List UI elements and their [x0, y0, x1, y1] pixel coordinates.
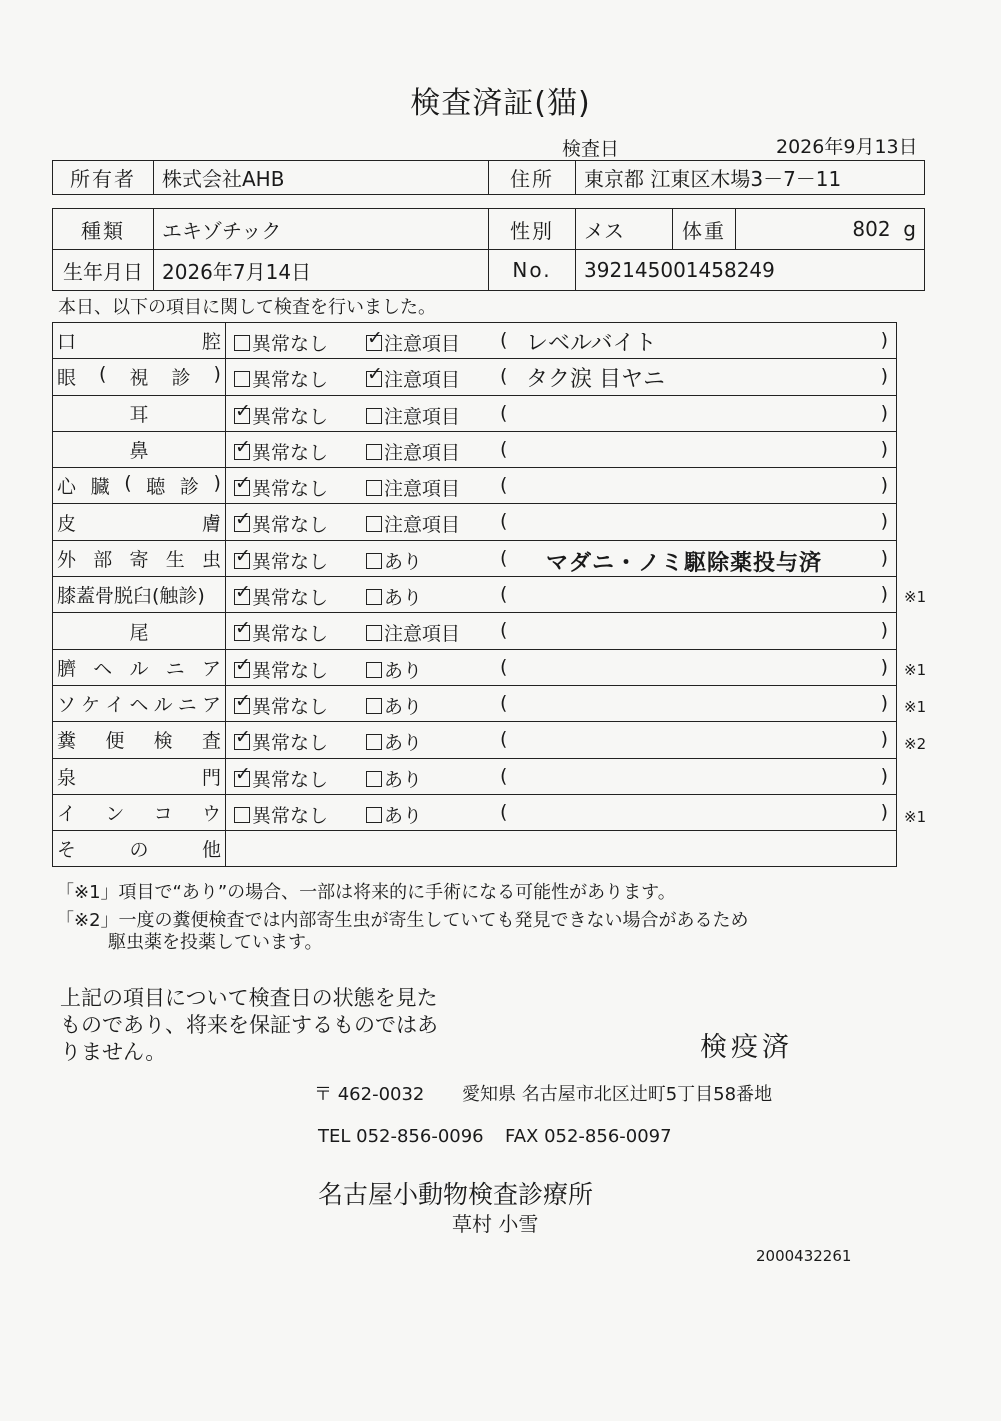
checkbox-icon[interactable] — [366, 662, 382, 678]
footnote-mark: ※2 — [904, 734, 927, 753]
option-label: 異常なし — [252, 659, 329, 682]
table-row — [53, 577, 897, 613]
paren-open: ( — [500, 329, 508, 351]
item-options — [226, 613, 897, 649]
footnote-mark: ※1 — [904, 661, 927, 680]
owner-value: 株式会社AHB — [154, 161, 489, 195]
breed-value: エキゾチック — [154, 209, 489, 250]
paren-close: ) — [880, 691, 888, 714]
finding-checkbox[interactable] — [366, 656, 422, 683]
vet-name: 草村 小雪 — [452, 1212, 539, 1236]
item-name — [53, 468, 226, 504]
paren-close: ) — [880, 800, 888, 823]
clinic-name: 名古屋小動物検査診療所 — [318, 1180, 594, 1209]
finding-checkbox[interactable] — [366, 619, 460, 646]
paren-open: ( — [500, 800, 508, 823]
item-options — [226, 395, 897, 431]
item-name — [53, 540, 226, 576]
item-options — [226, 504, 897, 540]
weight-label: 体重 — [673, 209, 736, 250]
other-notes[interactable] — [226, 831, 897, 867]
number-label: No. — [489, 250, 576, 291]
checkbox-icon[interactable] — [234, 698, 250, 714]
finding-checkbox[interactable] — [366, 728, 422, 755]
item-name-label: 眼 ( 視 診 ) — [57, 363, 221, 390]
address-value: 東京都 江東区木場3－7－11 — [576, 161, 925, 195]
table-row — [53, 323, 897, 359]
paren-close: ) — [880, 510, 888, 533]
option-label: 異常なし — [252, 623, 329, 646]
normal-checkbox[interactable] — [234, 365, 328, 392]
item-name — [53, 359, 226, 395]
normal-checkbox[interactable] — [234, 692, 328, 719]
footnote-2a: 「※2」一度の糞便検査では内部寄生虫が寄生していても発見できない場合があるため — [56, 910, 749, 931]
option-label: 異常なし — [252, 369, 329, 392]
option-label: あり — [384, 659, 423, 682]
option-label: 異常なし — [252, 587, 329, 610]
normal-checkbox[interactable] — [234, 619, 328, 646]
checkbox-icon[interactable] — [366, 771, 382, 787]
option-label: 注意項目 — [384, 333, 461, 355]
checkbox-icon[interactable] — [234, 589, 250, 605]
page-title: 検査済証(猫) — [410, 86, 591, 121]
item-name-label: ソ ケ イ ヘ ル ニ ア — [57, 694, 221, 717]
option-label: 異常なし — [252, 478, 329, 501]
finding-checkbox[interactable] — [366, 547, 422, 574]
paren-open: ( — [500, 474, 508, 497]
normal-checkbox[interactable] — [234, 438, 328, 465]
item-name-label: 泉 門 — [57, 766, 221, 789]
table-row — [53, 758, 897, 794]
option-label: 注意項目 — [384, 478, 461, 501]
normal-checkbox[interactable] — [234, 329, 328, 356]
checkbox-icon[interactable] — [234, 516, 250, 532]
table-row — [53, 359, 897, 395]
option-label: あり — [384, 695, 423, 718]
normal-checkbox[interactable] — [234, 656, 328, 683]
normal-checkbox[interactable] — [234, 474, 328, 501]
checkbox-icon[interactable] — [366, 335, 382, 351]
paren-open: ( — [500, 401, 508, 424]
birthdate-label: 生年月日 — [53, 250, 154, 291]
option-label: あり — [384, 550, 423, 573]
item-options — [226, 468, 897, 504]
checkbox-icon[interactable] — [366, 807, 382, 823]
paren-close: ) — [880, 764, 888, 787]
checkbox-icon[interactable] — [234, 807, 250, 823]
option-label: 異常なし — [252, 732, 329, 755]
paren-close: ) — [880, 474, 888, 497]
normal-checkbox[interactable] — [234, 765, 328, 792]
item-name-label: 皮 膚 — [57, 512, 221, 535]
item-name — [53, 613, 226, 649]
finding-checkbox[interactable] — [366, 402, 460, 429]
paren-open: ( — [500, 546, 508, 569]
paren-open: ( — [500, 365, 508, 388]
normal-checkbox[interactable] — [234, 728, 328, 755]
option-label: 異常なし — [252, 695, 329, 718]
option-label: 注意項目 — [384, 369, 461, 392]
serial-number: 2000432261 — [756, 1247, 852, 1265]
option-label: 異常なし — [252, 333, 329, 355]
item-name-label: 糞 便 検 査 — [57, 730, 221, 753]
postal-code: 〒 462-0032 — [314, 1084, 425, 1105]
checkbox-icon[interactable] — [366, 371, 382, 387]
normal-checkbox[interactable] — [234, 583, 328, 610]
paren-open: ( — [500, 437, 508, 460]
sex-label: 性別 — [489, 209, 576, 250]
checkbox-icon[interactable] — [234, 408, 250, 424]
item-name-label: 鼻 — [129, 440, 149, 463]
item-name — [53, 758, 226, 794]
option-label: あり — [384, 732, 423, 755]
clinic-fax: FAX 052-856-0097 — [505, 1126, 672, 1147]
paren-open: ( — [500, 764, 508, 787]
item-name-label: 膝蓋骨脱臼(触診) — [57, 585, 205, 608]
finding-checkbox[interactable] — [366, 365, 460, 392]
checkbox-icon[interactable] — [366, 516, 382, 532]
sex-value: メス — [576, 209, 673, 250]
paren-open: ( — [500, 619, 508, 642]
item-options — [226, 794, 897, 830]
item-comment: レベルバイト — [526, 331, 657, 356]
birthdate-value: 2026年7月14日 — [154, 250, 489, 291]
item-options — [226, 359, 897, 395]
item-name-label: 口 腔 — [57, 331, 221, 354]
clinic-tel: TEL 052-856-0096 — [318, 1126, 484, 1147]
disclaimer: 上記の項目について検査日の状態を見たものであり、将来を保証するものではありません。 — [60, 986, 438, 1064]
item-name — [53, 577, 226, 613]
checkbox-icon[interactable] — [366, 444, 382, 460]
item-options — [226, 431, 897, 467]
paren-close: ) — [880, 329, 888, 351]
item-options — [226, 649, 897, 685]
item-name — [53, 722, 226, 758]
paren-open: ( — [500, 510, 508, 533]
item-options — [226, 722, 897, 758]
paren-open: ( — [500, 655, 508, 678]
table-row — [53, 649, 897, 685]
option-label: あり — [384, 768, 423, 791]
normal-checkbox[interactable] — [234, 402, 328, 429]
breed-label: 種類 — [53, 209, 154, 250]
paren-close: ) — [880, 619, 888, 642]
footnote-mark: ※1 — [904, 807, 927, 826]
finding-checkbox[interactable] — [366, 801, 422, 828]
paren-close: ) — [880, 365, 888, 388]
checkbox-icon[interactable] — [366, 698, 382, 714]
quarantine-stamp: 検疫済 — [700, 1032, 793, 1063]
checkbox-icon[interactable] — [234, 335, 250, 351]
table-row — [53, 613, 897, 649]
item-name — [53, 431, 226, 467]
checkbox-icon[interactable] — [234, 625, 250, 641]
item-name — [53, 794, 226, 830]
option-label: 異常なし — [252, 514, 329, 537]
item-name-label: イ ン コ ウ — [57, 803, 221, 825]
finding-checkbox[interactable] — [366, 765, 422, 792]
weight-cell — [736, 209, 925, 250]
finding-checkbox[interactable] — [366, 438, 460, 465]
checkbox-icon[interactable] — [234, 371, 250, 387]
item-name — [53, 649, 226, 685]
option-label: 注意項目 — [384, 623, 461, 646]
finding-checkbox[interactable] — [366, 583, 422, 610]
checkbox-icon[interactable] — [366, 408, 382, 424]
option-label: 異常なし — [252, 550, 329, 573]
paren-close: ) — [880, 437, 888, 460]
paren-open: ( — [500, 728, 508, 751]
item-name — [53, 323, 226, 359]
item-name — [53, 504, 226, 540]
item-name-label: 外 部 寄 生 虫 — [57, 548, 221, 571]
animal-table — [52, 208, 925, 291]
option-label: 異常なし — [252, 405, 329, 428]
weight-unit: g — [903, 217, 916, 241]
finding-checkbox[interactable] — [366, 474, 460, 501]
option-label: 注意項目 — [384, 514, 461, 537]
item-name — [53, 395, 226, 431]
finding-checkbox[interactable] — [366, 329, 460, 356]
option-label: 異常なし — [252, 441, 329, 464]
weight-value: 802 — [852, 217, 891, 241]
item-name-label: 臍 ヘ ル ニ ア — [57, 657, 221, 680]
paren-close: ) — [880, 655, 888, 678]
footnote-mark: ※1 — [904, 698, 927, 716]
checkbox-icon[interactable] — [366, 480, 382, 496]
paren-open: ( — [500, 583, 508, 606]
footnote-mark: ※1 — [904, 588, 927, 607]
table-row — [53, 722, 897, 758]
owner-table — [52, 160, 925, 195]
exam-date-label: 検査日 — [562, 138, 620, 160]
table-row — [53, 540, 897, 576]
option-label: 注意項目 — [384, 405, 461, 428]
paren-close: ) — [880, 728, 888, 751]
checkbox-icon[interactable] — [234, 480, 250, 496]
notice-text: 本日、以下の項目に関して検査を行いました。 — [58, 297, 436, 318]
finding-checkbox[interactable] — [366, 510, 460, 537]
checkbox-icon[interactable] — [234, 771, 250, 787]
item-name-label: そ の 他 — [57, 839, 221, 862]
footnote-1: 「※1」項目で“あり”の場合、一部は将来的に手術になる可能性があります。 — [56, 882, 676, 903]
option-label: 注意項目 — [384, 441, 461, 464]
item-name — [53, 685, 226, 721]
item-comment: マダニ・ノミ駆除薬投与済 — [546, 550, 823, 576]
item-options — [226, 323, 897, 359]
inspection-table — [52, 322, 897, 867]
table-row — [53, 395, 897, 431]
item-options — [226, 540, 897, 576]
checkbox-icon[interactable] — [366, 553, 382, 569]
option-label: あり — [384, 804, 423, 827]
paren-open: ( — [500, 691, 508, 714]
checkbox-icon[interactable] — [234, 553, 250, 569]
table-row — [53, 468, 897, 504]
table-row — [53, 685, 897, 721]
table-row — [53, 794, 897, 830]
item-name-label: 心 臓 ( 聴 診 ) — [57, 472, 221, 499]
clinic-address: 愛知県 名古屋市北区辻町5丁目58番地 — [462, 1084, 773, 1105]
item-comment: タク涙 目ヤニ — [526, 367, 665, 393]
item-options — [226, 577, 897, 613]
paren-close: ) — [880, 401, 888, 424]
option-label: あり — [384, 587, 423, 610]
option-label: 異常なし — [252, 804, 329, 827]
paren-close: ) — [880, 583, 888, 606]
normal-checkbox[interactable] — [234, 547, 328, 574]
checkbox-icon[interactable] — [234, 444, 250, 460]
checkbox-icon[interactable] — [234, 734, 250, 750]
footnote-2b: 駆虫薬を投薬しています。 — [108, 932, 323, 953]
checkbox-icon[interactable] — [366, 734, 382, 750]
table-row — [53, 504, 897, 540]
table-row-other — [53, 831, 897, 867]
normal-checkbox[interactable] — [234, 510, 328, 537]
option-label: 異常なし — [252, 768, 329, 791]
checkbox-icon[interactable] — [366, 589, 382, 605]
checkbox-icon[interactable] — [366, 625, 382, 641]
item-options — [226, 685, 897, 721]
item-name-label: 尾 — [129, 621, 149, 644]
normal-checkbox[interactable] — [234, 801, 328, 828]
number-value: 392145001458249 — [576, 250, 925, 291]
table-row — [53, 431, 897, 467]
paren-close: ) — [880, 546, 888, 569]
finding-checkbox[interactable] — [366, 692, 422, 719]
address-label: 住所 — [489, 161, 576, 195]
item-options — [226, 758, 897, 794]
exam-date: 2026年9月13日 — [776, 136, 918, 158]
item-name-label: 耳 — [129, 403, 149, 426]
item-name — [53, 831, 226, 867]
owner-label: 所有者 — [53, 161, 154, 195]
checkbox-icon[interactable] — [234, 662, 250, 678]
